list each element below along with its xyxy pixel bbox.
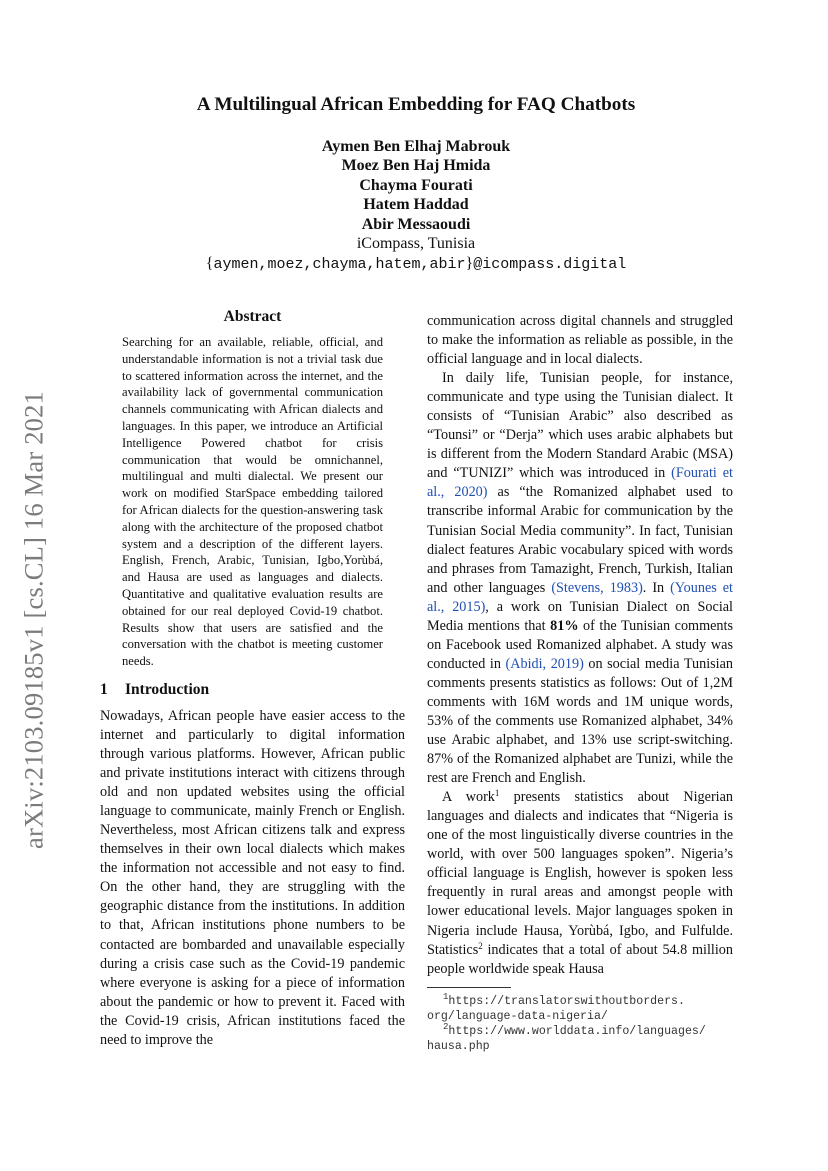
citation-link[interactable]: (Younes et al., 2015) <box>427 579 733 615</box>
author-1: Aymen Ben Elhaj Mabrouk <box>321 138 511 155</box>
citation-link[interactable]: (Abidi, 2019) <box>505 655 584 672</box>
email-names: aymen,moez,chayma,hatem,abir <box>213 256 466 274</box>
author-3: Chayma Fourati <box>359 176 473 194</box>
footnote-2: $^2$https://www.worlddata.info/languages/ <box>443 1021 706 1038</box>
author-4: Hatem Haddad <box>363 196 469 214</box>
email-open-brace: { <box>205 255 214 273</box>
arxiv-id-text: arXiv:2103.09185v1 [cs.CL] 16 Mar 2021 <box>18 390 49 850</box>
footnote-1-continued[interactable]: org/language-data-nigeria/ <box>427 1009 608 1023</box>
arxiv-side-identifier <box>14 360 54 880</box>
section-heading-introduction <box>100 681 405 699</box>
footnote-marker[interactable]: 2 <box>478 940 483 951</box>
abstract-heading: Abstract <box>223 308 282 325</box>
affiliation: iCompass, Tunisia <box>356 235 476 253</box>
intro-paragraph-1-continued: communication across digital channels and struggled to make the information as reliable as possible, in the official language and in local dialects. <box>427 313 733 368</box>
section-title: Introduction <box>125 680 210 698</box>
paper-title: A Multilingual African Embedding for FAQ Chatbots <box>196 94 636 115</box>
intro-paragraph-3: A work$^1$ presents statistics about Nigerian languages and dialects and indicates that “Nigeria is one of the most linguistically diverse countries in the world, with over 500 languages spoken”. Nigeria’s official language is English, however is spoken less frequently in rural areas and amongst people with lower educational levels. Major languages spoken in Nigeria include Hausa, Yorùbá, Igbo, and Fulfulde. Statistics$^2$ indicates that a total of about 54.8 million people worldwide speak Hausa <box>427 788 734 977</box>
footnote-rule <box>427 987 511 988</box>
footnote-2-continued[interactable]: hausa.php <box>427 1039 490 1053</box>
email-close-brace: } <box>465 255 474 273</box>
footnote-url[interactable]: https://translatorswithoutborders. <box>448 994 685 1008</box>
footnote-url[interactable]: https://www.worlddata.info/languages/ <box>448 1024 706 1038</box>
author-block <box>100 137 732 276</box>
intro-paragraph-2: In daily life, Tunisian people, for instance, communicate and type using the Tunisian dialect. It consists of “Tunisian Arabic” also described as “Tounsi” or “Derja” which uses arabic alphabets but is different from the Modern Standard Arabic (MSA) and “TUNIZI” which was introduced in (Fourati et al., 2020) as “the Romanized alphabet used to transcribe informal Arabic for communication by the Tunisian Social Media community”. In fact, Tunisian dialect features Arabic vocabulary spiced with words and phrases from Tamazight, French, Turkish, Italian and other languages (Stevens, 1983). In (Younes et al., 2015), a work on Tunisian Dialect on Social Media mentions that 81% of the Tunisian comments on Facebook used Romanized alphabet. A study was conducted in (Abidi, 2019) on social media Tunisian comments presents statistics as follows: Out of 1,2M comments with 16M words and 1M unique words, 53% of the comments use Romanized alphabet, 34% use Arabic alphabet, and 13% use script-switching. 87% of the Romanized alphabet are Tunizi, while the rest are French and English. <box>427 370 733 787</box>
footnote-1: $^1$https://translatorswithoutborders. <box>443 991 685 1008</box>
abstract-text: Searching for an available, reliable, official, and understandable information is not a trivial task due to scattered information across the internet, and the availability lack of governmental communication channels communicating with African dialects and languages. In this paper, we introduce an Artificial Intelligence Powered chatbot for crisis communication that would be omnichannel, multilingual and multi dialectal. We present our work on modified StarSpace embedding tailored for African dialects for the question-answering task along with the architecture of the proposed chatbot system and a description of the different layers. English, French, Arabic, Tunisian, Igbo,Yorùbá, and Hausa are used as languages and dialects. Quantitative and qualitative evaluation results are obtained for our real deployed Covid-19 chatbot. Results show that users are satisfied and the conversation with the chatbot is meeting customer needs. <box>122 335 383 669</box>
section-number: 1 <box>100 680 108 698</box>
left-column <box>100 308 405 1050</box>
intro-paragraph-1: Nowadays, African people have easier access to the internet and particularly to digital information through various platforms. However, African public and private institutions interact with citizens through old and non updated websites using the official language to communicate, mainly French or English. Nevertheless, most African citizens talk and express themselves in their own local dialects which makes the information not accessible and not easy to find. On the other hand, they are struggling with the geographic distance from the institutions. In addition to that, African institutions phone numbers to be contacted are bombarded and unavailable especially during a crisis case such as the Covid-19 pandemic where everyone is asking for a piece of information about the pandemic or how to prevent it. Faced with the Covid-19 crisis, African institutions faced the need to improve the <box>100 707 405 1048</box>
bold-statistic: 81% <box>550 617 579 634</box>
author-emails <box>100 253 732 276</box>
footnote-marker[interactable]: 1 <box>494 788 500 799</box>
citation-link[interactable]: (Fourati et al., 2020) <box>427 465 733 501</box>
author-2: Moez Ben Haj Hmida <box>341 157 491 175</box>
author-5: Abir Messaoudi <box>361 215 471 233</box>
right-column <box>427 312 733 1054</box>
citation-link[interactable]: (Stevens, 1983) <box>551 579 643 596</box>
email-domain: @icompass.digital <box>473 256 627 274</box>
